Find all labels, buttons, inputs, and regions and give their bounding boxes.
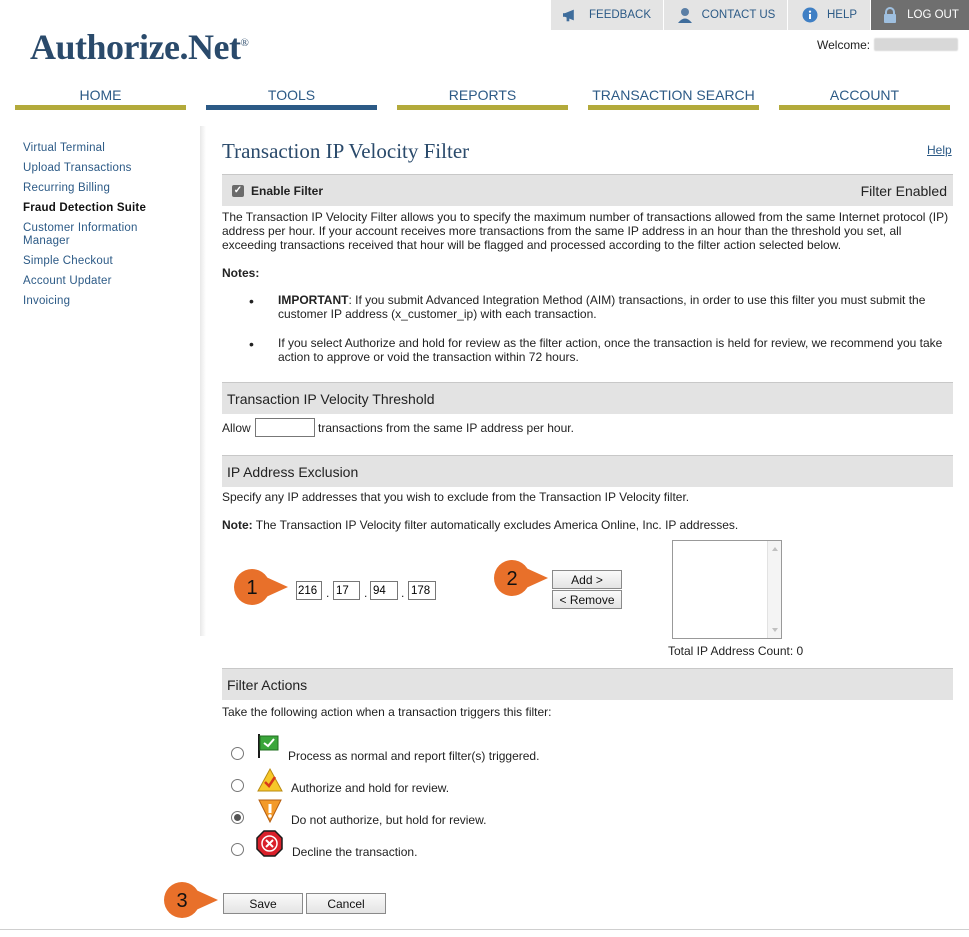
- ip-exclusion-heading: IP Address Exclusion: [222, 455, 953, 487]
- sidebar-divider: [200, 126, 206, 636]
- sidebar-item-customer-information-manager[interactable]: Customer Information Manager: [23, 222, 138, 247]
- tab-reports[interactable]: REPORTS: [397, 84, 568, 110]
- threshold-input[interactable]: [255, 418, 315, 437]
- sidebar-item-account-updater[interactable]: Account Updater: [23, 275, 112, 287]
- yellow-check-warning-icon: [257, 767, 283, 796]
- add-ip-button[interactable]: Add >: [552, 570, 622, 589]
- megaphone-icon: [563, 7, 581, 23]
- action-process-radio[interactable]: [231, 747, 244, 760]
- log-out-label: LOG OUT: [907, 9, 959, 21]
- threshold-suffix: transactions from the same IP address per hour.: [318, 421, 574, 435]
- important-text: : If you submit Advanced Integration Method (AIM) transactions, in order to use this filter you must submit the customer IP address (x_customer_ip) with each transaction.: [278, 293, 926, 321]
- sidebar-item-upload-transactions[interactable]: Upload Transactions: [23, 162, 132, 174]
- note-hold-review: If you select Authorize and hold for review as the filter action, once the transaction is held for review, we recommend you take action to approve or void the transaction within 72 hours.: [278, 336, 943, 364]
- person-icon: [676, 7, 694, 23]
- excluded-ip-list[interactable]: [672, 540, 782, 639]
- sidebar-item-recurring-billing[interactable]: Recurring Billing: [23, 182, 111, 194]
- authorize-net-logo: Authorize.Net®: [30, 27, 249, 67]
- action-authorize-hold-radio[interactable]: [231, 779, 244, 792]
- note-important: [278, 293, 948, 321]
- redacted-username: [874, 38, 958, 51]
- note-text: The Transaction IP Velocity filter automatically excludes America Online, Inc. IP addresses.: [252, 518, 739, 532]
- info-icon: [801, 7, 819, 23]
- remove-ip-button[interactable]: < Remove: [552, 590, 622, 609]
- action-no-authorize-hold-label: Do not authorize, but hold for review.: [291, 813, 487, 827]
- list-scrollbar[interactable]: [767, 541, 781, 638]
- feedback-button[interactable]: [550, 0, 663, 30]
- step-marker-2: [488, 558, 540, 600]
- main-nav: [15, 84, 951, 110]
- filter-actions-intro: Take the following action when a transaction triggers this filter:: [222, 705, 552, 719]
- enable-filter-bar: [222, 174, 953, 206]
- tab-transaction-search[interactable]: TRANSACTION SEARCH: [588, 84, 759, 110]
- save-button[interactable]: Save: [223, 893, 303, 914]
- contact-us-button[interactable]: [663, 0, 787, 30]
- sidebar-item-simple-checkout[interactable]: Simple Checkout: [23, 255, 113, 267]
- orange-exclamation-icon: [257, 798, 283, 827]
- action-process-label: Process as normal and report filter(s) triggered.: [288, 749, 540, 763]
- contact-us-label: CONTACT US: [701, 9, 776, 21]
- green-flag-icon: [256, 733, 282, 762]
- action-decline-radio[interactable]: [231, 843, 244, 856]
- action-no-authorize-hold-radio[interactable]: [231, 811, 244, 824]
- lock-icon: [881, 7, 899, 23]
- enable-filter-checkbox[interactable]: ✓: [233, 185, 243, 196]
- log-out-button[interactable]: [870, 0, 969, 30]
- red-x-stop-icon: [256, 830, 283, 860]
- footer-divider: [0, 929, 969, 930]
- step-marker-3: [158, 880, 210, 922]
- ip-dot: .: [401, 586, 405, 600]
- tab-tools[interactable]: TOOLS: [206, 84, 377, 110]
- ip-exclusion-specify: Specify any IP addresses that you wish to exclude from the Transaction IP Velocity filter.: [222, 490, 690, 504]
- feedback-label: FEEDBACK: [589, 9, 651, 21]
- page-title: Transaction IP Velocity Filter: [222, 139, 470, 163]
- enable-filter-label: Enable Filter: [251, 183, 324, 198]
- ip-dot: .: [364, 586, 368, 600]
- help-link[interactable]: Help: [927, 143, 952, 157]
- action-authorize-hold-label: Authorize and hold for review.: [291, 781, 450, 795]
- important-label: IMPORTANT: [278, 293, 349, 307]
- help-button[interactable]: [787, 0, 870, 30]
- notes-heading: Notes:: [222, 266, 260, 280]
- allow-label: Allow: [222, 421, 251, 435]
- threshold-section-heading: Transaction IP Velocity Threshold: [222, 382, 953, 414]
- ip-octet-4-input[interactable]: [408, 581, 436, 600]
- step-number: 1: [246, 577, 258, 599]
- step-marker-1: [228, 567, 280, 609]
- ip-count-label: Total IP Address Count: 0: [668, 644, 804, 658]
- scroll-arrows-icon: [768, 541, 782, 638]
- welcome-label: Welcome:: [817, 38, 871, 52]
- ip-octet-3-input[interactable]: [370, 581, 398, 600]
- sidebar-item-virtual-terminal[interactable]: Virtual Terminal: [23, 142, 106, 154]
- help-label: HELP: [826, 9, 858, 21]
- step-number: 3: [176, 890, 188, 912]
- sidebar: [23, 142, 193, 308]
- ip-octet-1-input[interactable]: [296, 581, 322, 600]
- tab-home[interactable]: HOME: [15, 84, 186, 110]
- ip-octet-2-input[interactable]: [333, 581, 360, 600]
- ip-exclusion-note: [222, 518, 952, 532]
- ip-dot: .: [326, 586, 330, 600]
- bullet-icon: •: [249, 293, 254, 309]
- filter-actions-heading: Filter Actions: [222, 668, 953, 700]
- tab-account[interactable]: ACCOUNT: [779, 84, 950, 110]
- cancel-button[interactable]: Cancel: [306, 893, 386, 914]
- bullet-icon: •: [249, 336, 254, 352]
- action-decline-label: Decline the transaction.: [292, 845, 418, 859]
- note-label: Note:: [222, 518, 253, 532]
- filter-status: Filter Enabled: [860, 182, 947, 199]
- step-number: 2: [506, 568, 518, 590]
- sidebar-item-fraud-detection-suite[interactable]: Fraud Detection Suite: [23, 202, 147, 214]
- top-utility-bar: [550, 0, 969, 30]
- filter-description: The Transaction IP Velocity Filter allows you to specify the maximum number of transactions allowed from the same Internet protocol (IP) address per hour. If your account receives more transactions from the same IP address in an hour than the threshold you set, all exceeding transactions received that hour will be flagged and processed according to the filter action selected below.: [222, 210, 949, 252]
- sidebar-item-invoicing[interactable]: Invoicing: [23, 295, 71, 307]
